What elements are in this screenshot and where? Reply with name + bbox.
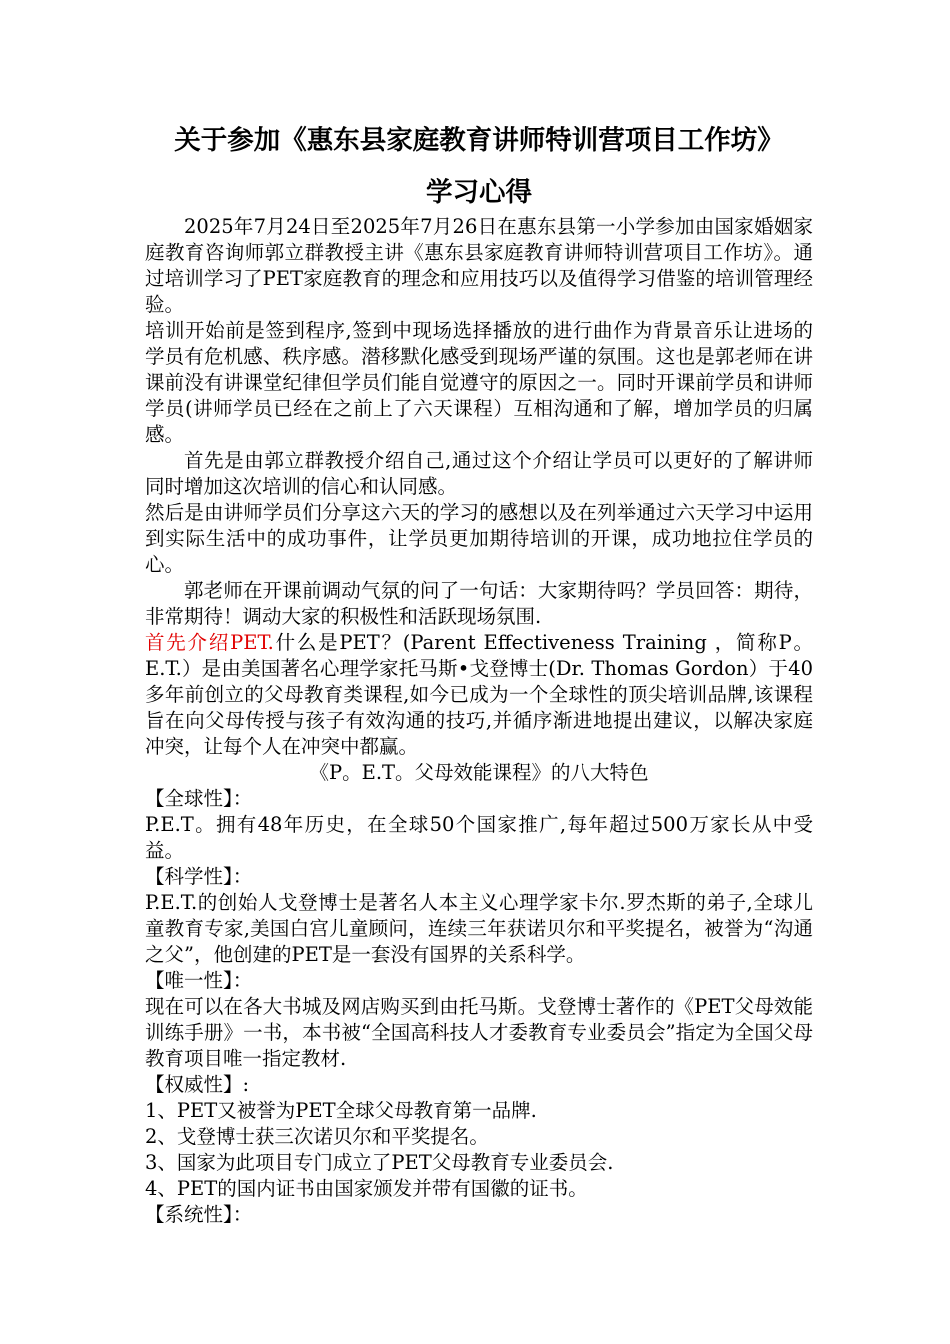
paragraph-pet-intro — [145, 630, 813, 760]
section-text-global: P.E.T。拥有48年历史，在全球50个国家推广,每年超过500万家长从中受益。 — [145, 813, 813, 862]
section-heading-unique: 【唯一性】： — [145, 969, 253, 992]
features-heading: 《P。E.T。父母效能课程》的八大特色 — [309, 761, 649, 784]
authority-item: 4、PET的国内证书由国家颁发并带有国徽的证书。 — [145, 1177, 588, 1200]
paragraph-teacher-intro: 首先是由郭立群教授介绍自己,通过这个介绍让学员可以更好的了解讲师同时增加这次培训的信心和认同感。 — [145, 449, 813, 498]
section-text-unique: 现在可以在各大书城及网店购买到由托马斯。戈登博士著作的《PET父母效能训练手册》一书，本书被“全国高科技人才委教育专业委员会”指定为全国父母教育项目唯一指定教材. — [145, 995, 813, 1070]
paragraph-sharing: 然后是由讲师学员们分享这六天的学习的感想以及在列举通过六天学习中运用到实际生活中的成功事件，让学员更加期待培训的开课，成功地拉住学员的心。 — [145, 501, 813, 576]
section-text-science: P.E.T.的创始人戈登博士是著名人本主义心理学家卡尔.罗杰斯的弟子,全球儿童教育专家,美国白宫儿童顾问，连续三年获诺贝尔和平奖提名，被誉为“沟通之父”，他创建的PET是一套没有国界的关系科学。 — [145, 891, 813, 966]
title-line-2: 学习心得 — [426, 177, 532, 208]
section-heading-authority: 【权威性】: — [145, 1073, 250, 1096]
authority-item: 3、国家为此项目专门成立了PET父母教育专业委员会. — [145, 1151, 614, 1174]
pet-intro-highlight: 首先介绍PET. — [145, 631, 274, 654]
section-heading-system: 【系统性】： — [145, 1203, 253, 1226]
paragraph-signin: 培训开始前是签到程序,签到中现场选择播放的进行曲作为背景音乐让进场的学员有危机感、秩序感。潜移默化感受到现场严谨的氛围。这也是郭老师在讲课前没有讲课堂纪律但学员们能自觉遵守的原因之一。同时开课前学员和讲师学员(讲师学员已经在之前上了六天课程）互相沟通和了解，增加学员的归属感。 — [145, 319, 813, 446]
title-line-1: 关于参加《惠东县家庭教育讲师特训营项目工作坊》 — [174, 125, 784, 156]
pet-intro-text: 什么是PET？(Parent Effectiveness Training ，简称P。E.T.）是由美国著名心理学家托马斯•戈登博士(Dr. Thomas Gordon）于40多年前创立的父母教育类课程,如今已成为一个全球性的顶尖培训品牌,该课程旨在向父母传授与孩子有效沟通的技巧,并循序渐进地提出建议，以解决家庭冲突，让每个人在冲突中都赢。 — [145, 631, 813, 758]
section-heading-science: 【科学性】： — [145, 865, 253, 888]
authority-item: 2、戈登博士获三次诺贝尔和平奖提名。 — [145, 1125, 489, 1148]
paragraph-intro: 2025年7月24日至2025年7月26日在惠东县第一小学参加由国家婚姻家庭教育咨询师郭立群教授主讲《惠东县家庭教育讲师特训营项目工作坊》。通过培训学习了PET家庭教育的理念和应用技巧以及值得学习借鉴的培训管理经验。 — [145, 215, 813, 316]
document-page — [145, 126, 813, 1228]
section-heading-global: 【全球性】： — [145, 787, 253, 810]
paragraph-atmosphere: 郭老师在开课前调动气氛的问了一句话：大家期待吗？学员回答：期待，非常期待！调动大家的积极性和活跃现场氛围. — [145, 579, 813, 628]
authority-item: 1、PET又被誉为PET全球父母教育第一品牌. — [145, 1099, 537, 1122]
